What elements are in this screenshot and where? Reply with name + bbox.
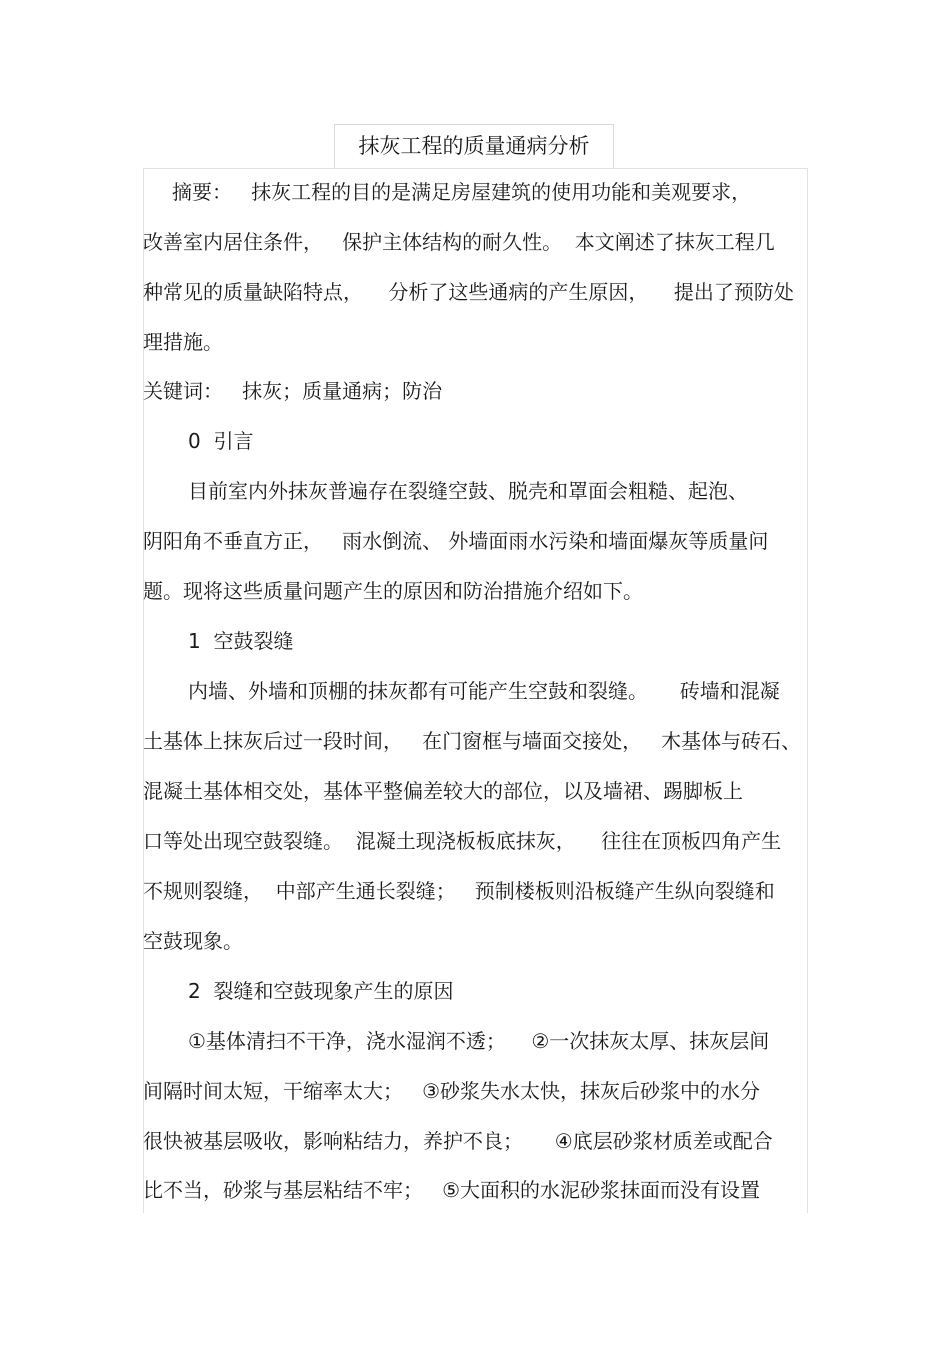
keywords-line: 关键词： 抹灰；质量通病；防治 — [143, 379, 443, 403]
paragraph-line: 土基体上抹灰后过一段时间， 在门窗框与墙面交接处， 木基体与砖石、 — [143, 729, 802, 753]
paragraph-line: 题。现将这些质量问题产生的原因和防治措施介绍如下。 — [143, 579, 643, 603]
section-heading-2: 2 裂缝和空鼓现象产生的原因 — [188, 979, 454, 1003]
paragraph-line: 混凝土基体相交处，基体平整偏差较大的部位，以及墙裙、踢脚板上 — [143, 779, 743, 803]
paragraph-line: 很快被基层吸收，影响粘结力，养护不良； ④底层砂浆材质差或配合 — [143, 1129, 773, 1153]
paragraph-line: 目前室内外抹灰普遍存在裂缝空鼓、脱壳和罩面会粗糙、起泡、 — [188, 479, 748, 503]
paragraph-line: ①基体清扫不干净，浇水湿润不透； ②一次抹灰太厚、抹灰层间 — [188, 1029, 770, 1053]
abstract-line-4: 理措施。 — [143, 330, 223, 354]
abstract-line-1: 摘要： 抹灰工程的目的是满足房屋建筑的使用功能和美观要求， — [172, 180, 752, 204]
section-heading-intro: 0 引言 — [188, 429, 254, 453]
section-heading-1: 1 空鼓裂缝 — [188, 629, 294, 653]
paragraph-line: 空鼓现象。 — [143, 929, 243, 953]
paragraph-line: 口等处出现空鼓裂缝。 混凝土现浇板板底抹灰， 往往在顶板四角产生 — [143, 829, 782, 853]
paragraph-line: 比不当，砂浆与基层粘结不牢； ⑤大面积的水泥砂浆抹面而没有设置 — [143, 1178, 761, 1202]
paragraph-line: 阴阳角不垂直方正， 雨水倒流、 外墙面雨水污染和墙面爆灰等质量问 — [143, 529, 769, 553]
abstract-line-3: 种常见的质量缺陷特点， 分析了这些通病的产生原因， 提出了预防处 — [143, 280, 794, 304]
paragraph-line: 内墙、外墙和顶棚的抹灰都有可能产生空鼓和裂缝。 砖墙和混凝 — [188, 679, 780, 703]
paragraph-line: 间隔时间太短，干缩率太大； ③砂浆失水太快，抹灰后砂浆中的水分 — [143, 1079, 761, 1103]
document-title: 抹灰工程的质量通病分析 — [358, 134, 590, 158]
paragraph-line: 不规则裂缝， 中部产生通长裂缝； 预制楼板则沿板缝产生纵向裂缝和 — [143, 879, 775, 903]
abstract-line-2: 改善室内居住条件， 保护主体结构的耐久性。 本文阐述了抹灰工程几 — [143, 230, 775, 254]
